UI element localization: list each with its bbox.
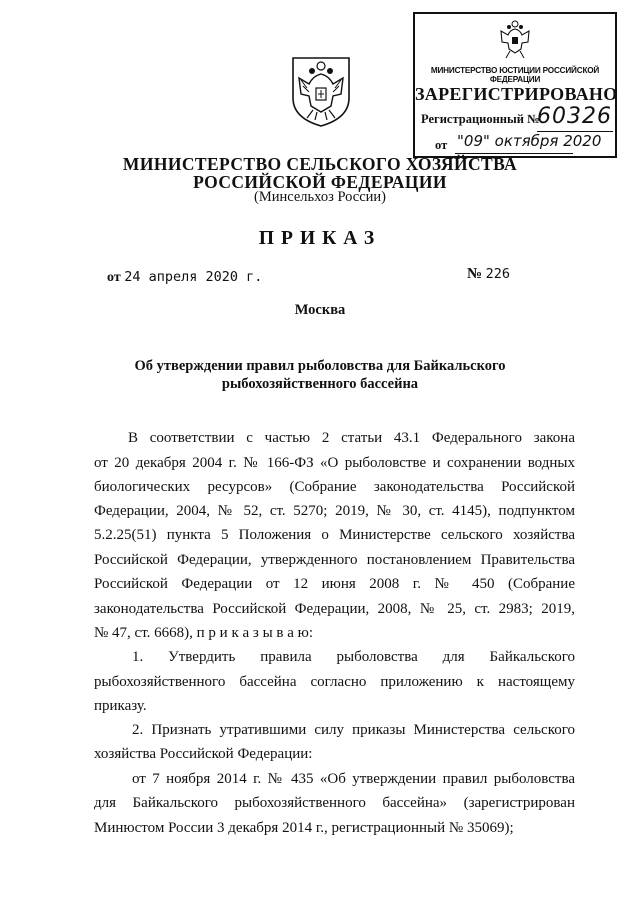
ministry-short-name: (Минсельхоз России) <box>254 189 386 205</box>
body-line: рыбохозяйственного бассейна согласно приложению к настоящему <box>94 674 575 690</box>
document-title: ПРИКАЗ <box>258 228 382 249</box>
body-line: биологических ресурсов» (Собрание законодательства Российской <box>94 479 575 495</box>
body-line: 5.2.25(51) пункта 5 Положения о Министерстве сельского хозяйства <box>94 527 575 543</box>
body-line: 2. Признать утратившими силу приказы Министерства сельского <box>132 722 575 738</box>
stamp-date-prefix: от <box>435 138 448 152</box>
order-date-prefix: от <box>107 270 121 285</box>
order-number-value: 226 <box>485 266 510 282</box>
stamp-registration-number: 60326 <box>537 104 612 129</box>
coat-of-arms-emblem <box>287 54 355 128</box>
order-number <box>467 266 510 283</box>
body-line: для Байкальского рыбохозяйственного бассейна» (зарегистрирован <box>94 795 575 811</box>
stamp-emblem-icon <box>495 18 535 60</box>
body-line: от 7 ноября 2014 г. № 435 «Об утверждении правил рыболовства <box>132 771 575 787</box>
body-line: В соответствии с частью 2 статьи 43.1 Федерального закона <box>128 430 575 446</box>
body-line: № 47, ст. 6668), п р и к а з ы в а ю: <box>94 625 314 641</box>
stamp-registration-label: Регистрационный № <box>421 112 540 126</box>
stamp-registered-label: ЗАРЕГИСТРИРОВАНО <box>415 84 618 104</box>
body-line: Минюстом России 3 декабря 2014 г., регистрационный № 35069); <box>94 820 514 836</box>
ministry-name-line1: МИНИСТЕРСТВО СЕЛЬСКОГО ХОЗЯЙСТВА <box>122 154 518 174</box>
body-line: Российской Федерации от 12 июня 2008 г. № 450 (Собрание <box>94 576 575 592</box>
body-line: Федерации, 2004, № 52, ст. 5270; 2019, № 30, ст. 4145), подпунктом <box>94 503 575 519</box>
body-line: от 20 декабря 2004 г. № 166-ФЗ «О рыболовстве и сохранении водных <box>94 455 575 471</box>
body-line: хозяйства Российской Федерации: <box>94 746 313 762</box>
stamp-ministry-name: МИНИСТЕРСТВО ЮСТИЦИИ РОССИЙСКОЙ ФЕДЕРАЦИИ <box>430 66 600 84</box>
order-date <box>107 269 262 286</box>
body-line: законодательства Российской Федерации, 2008, № 25, ст. 2983; 2019, <box>94 601 575 617</box>
order-subject <box>0 357 640 393</box>
registration-stamp <box>413 12 617 158</box>
order-number-prefix: № <box>467 266 483 282</box>
ministry-name-line2: РОССИЙСКОЙ ФЕДЕРАЦИИ <box>193 172 447 192</box>
body-line: 1. Утвердить правила рыболовства для Байкальского <box>132 649 575 665</box>
stamp-handwritten-date: "09" октября 2020 <box>457 132 602 150</box>
body-line: Российской Федерации, утвержденного постановлением Правительства <box>94 552 575 568</box>
order-subject-line2: рыбохозяйственного бассейна <box>221 376 419 392</box>
city: Москва <box>294 302 346 318</box>
order-date-value: 24 апреля 2020 г. <box>124 269 263 285</box>
body-line: приказу. <box>94 698 147 714</box>
order-subject-line1: Об утверждении правил рыболовства для Байкальского <box>134 358 506 374</box>
